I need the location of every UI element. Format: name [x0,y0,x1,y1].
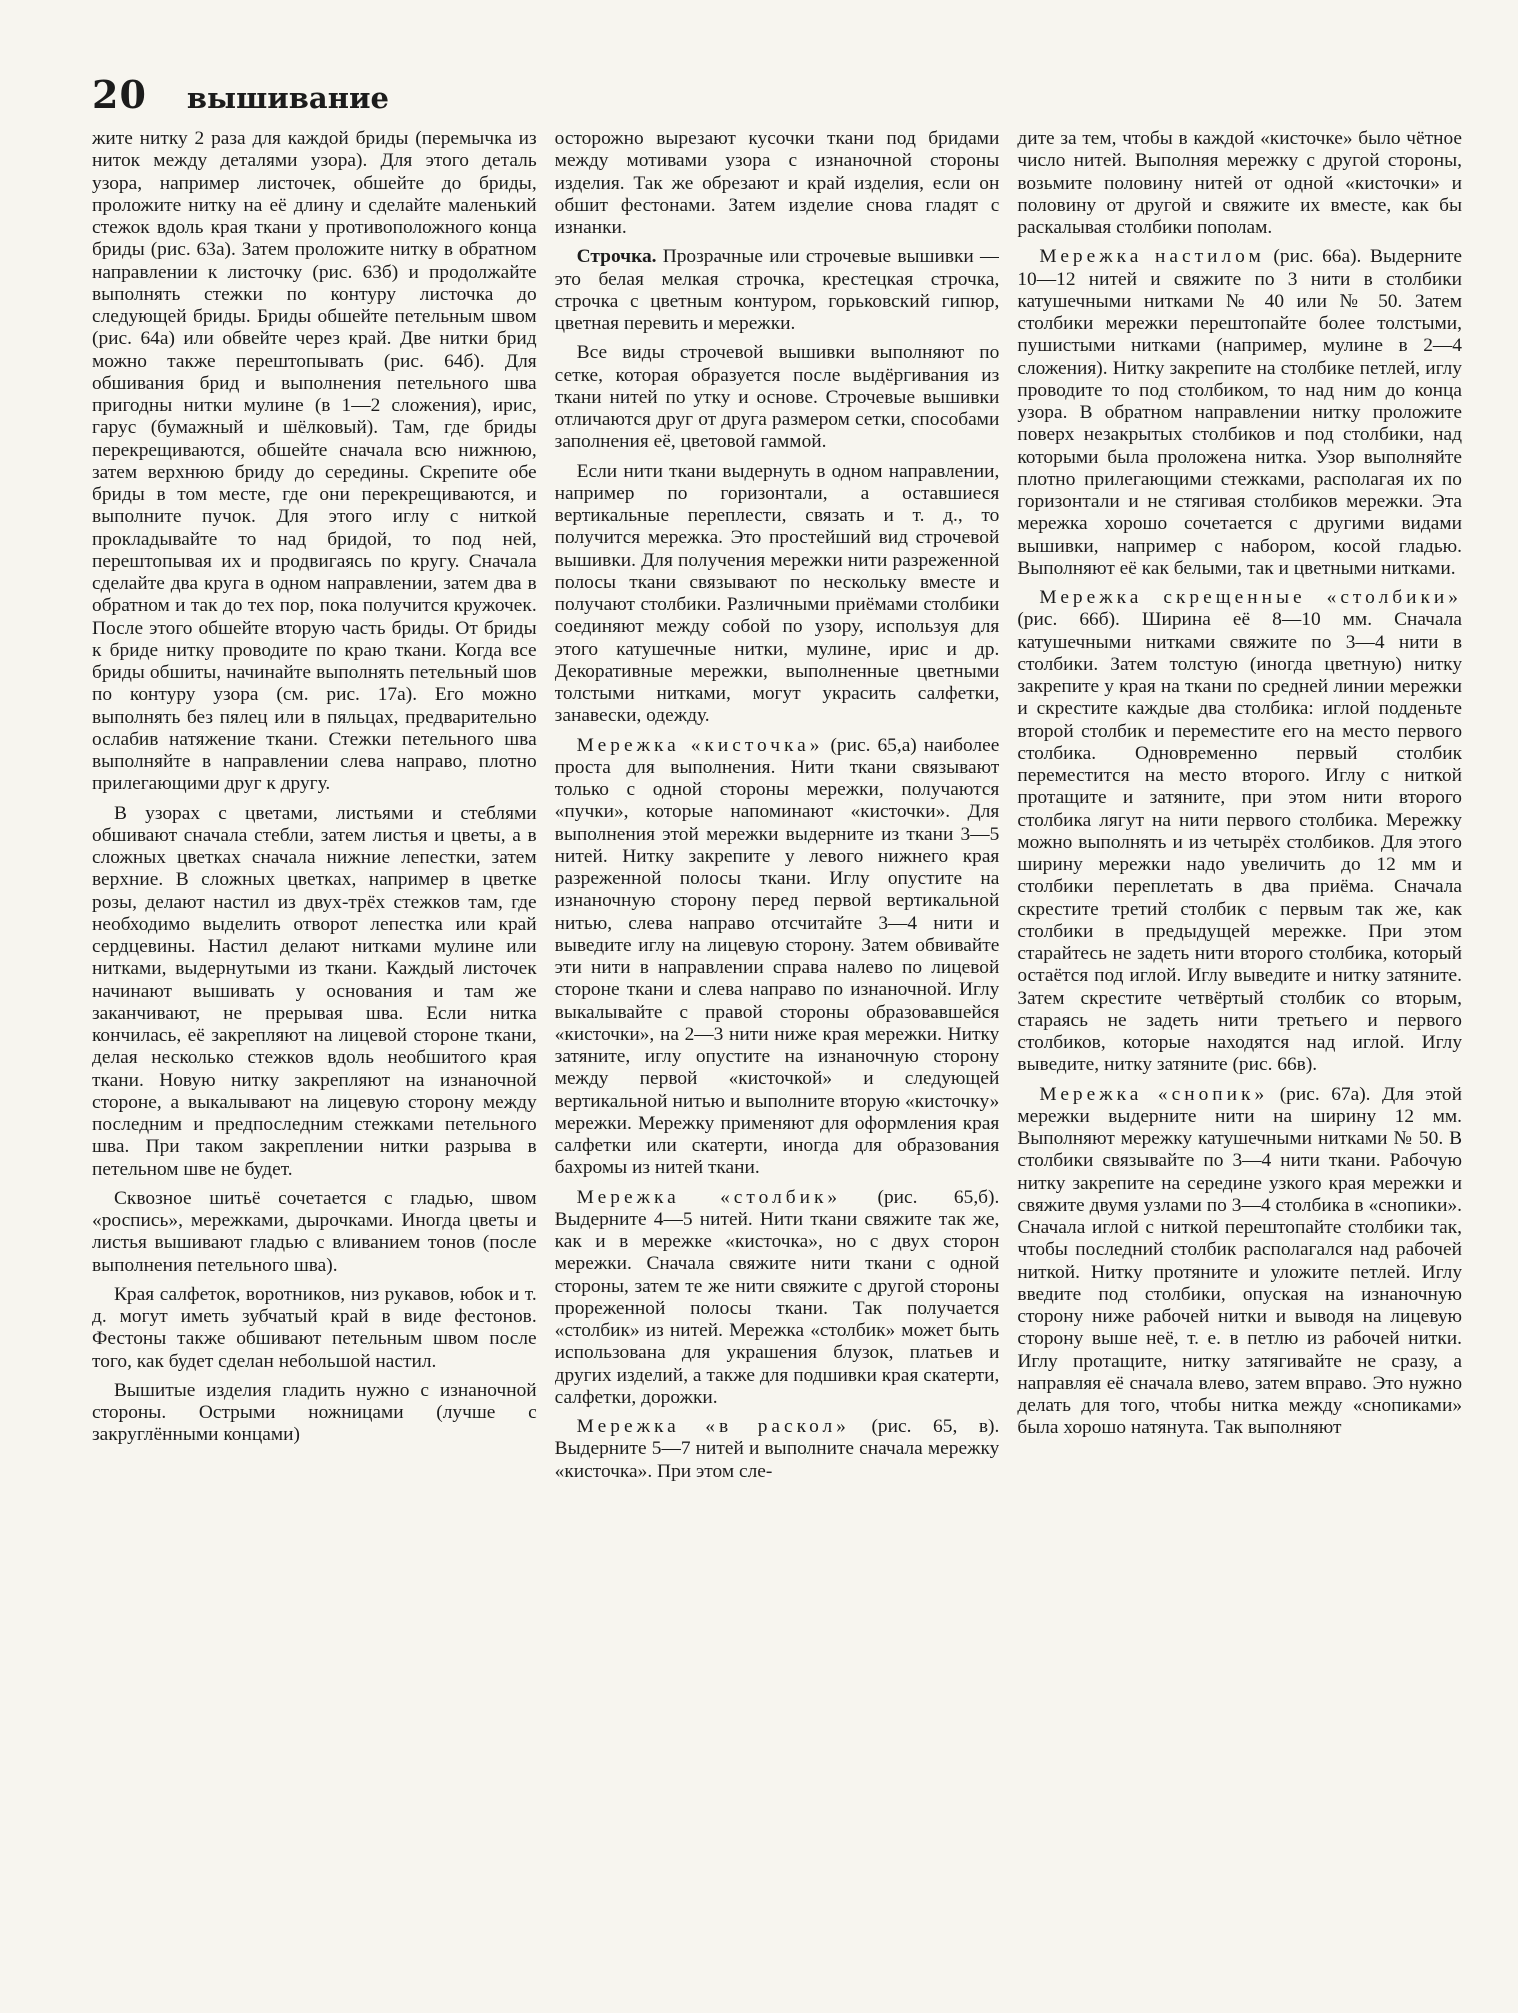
paragraph [1017,128,1462,239]
column-2 [555,128,1000,1988]
paragraph [92,1188,537,1277]
paragraph [1017,246,1462,580]
paragraph-text: (рис. 65,б). Выдерните 4—5 нитей. Нити ткани свяжите так же, как и в мережке «кисточка», но с двух сторон мережки. Сначала свяжите нити ткани с одной стороны, затем те же нити свяжите с другой стороны прореженной полосы ткани. Так получается «столбик» из нитей. Мережка «столбик» может быть использована для украшения блузок, платьев и других изделий, а также для подшивки края скатерти, салфетки, дорожки. [554,1186,1000,1408]
paragraph-text: (рис. 66б). Ширина её 8—10 мм. Сначала катушечными нитками свяжите по 3—4 нити в столбики. Затем толстую (иногда цветную) нитку закрепите у края на ткани по средней линии мережки и скрестите каждые два столбика: иглой подденьте второй столбик и переместите его на место первого столбика. Одновременно первый столбик переместится на место второго. Иглу с ниткой протащите и затяните, при этом нити второго столбика лягут на нити первого столбика. Мережку можно выполнять и из четырёх столбиков. Для этого ширину мережки надо увеличить до 12 мм и столбики переплетать в два приёма. Сначала скрестите третий столбик с первым так же, как столбики в предыдущей мережке. При этом старайтесь не задеть нити второго столбика, который остаётся под иглой. Иглу выведите и нитку затяните. Затем скрестите четвёртый столбик со вторым, стараясь не задеть нити третьего и первого столбиков, которые находятся над иглой. Иглу выведите, нитку затяните (рис. 66в). [1017,609,1462,1076]
paragraph-heading: Строчка. [576,246,657,268]
paragraph [1017,1084,1462,1440]
paragraph-text: осторожно вырезают кусочки ткани под бридами между мотивами узора с изнаночной стороны изделия. Так же обрезают и край изделия, если он обшит фестонами. Затем изделие снова гладят с изнанки. [554,128,1000,238]
column-3 [1017,128,1462,1988]
paragraph-text: (рис. 65,а) наиболее проста для выполнения. Нити ткани связывают только с одной стороны мережки, получаются «пучки», которые напоминают «кисточки». Для выполнения этой мережки выдерните из ткани 3—5 нитей. Нитку закрепите у левого нижнего края разреженной полосы ткани. Иглу опустите на изнаночную сторону перед первой вертикальной нитью, слева направо отсчитайте 3—4 нити и выведите иглу на лицевую сторону. Затем обвивайте эти нити в направлении справа налево по лицевой стороне ткани и слева направо по изнаночной. Иглу выкалывайте с правой стороны образовавшейся «кисточки», на 2—3 нити ниже края мережки. Нитку затяните, иглу опустите на изнаночную сторону между первой «кисточкой» и следующей вертикальной нитью и выполните вторую «кисточку» мережки. Мережку применяют для оформления края салфетки или скатерти, иногда для образования бахромы из нитей ткани. [554,734,1000,1179]
stitch-name: Мережка «столбик» [576,1186,842,1208]
paragraph-text: дите за тем, чтобы в каждой «кисточке» было чётное число нитей. Выполняя мережку с другой стороны, возьмите половину нитей от одной «кисточки» и половину от другой и свяжите их вместе, как бы раскалывая столбики пополам. [1017,128,1462,238]
page-header [92,72,389,117]
stitch-name: Мережка настилом [1039,246,1265,268]
paragraph-text: Вышитые изделия гладить нужно с изнаночной стороны. Острыми ножницами (лучше с закруглёнными концами) [92,1379,537,1446]
paragraph [555,342,1000,453]
stitch-name: Мережка «в раскол» [576,1416,850,1437]
paragraph-text: жите нитку 2 раза для каждой бриды (перемычка из ниток между деталями узора). Для этого деталь узора, например листочек, обшейте до бриды, проложите нитку на её длину и сделайте маленький стежок вдоль края ткани у противоположного конца бриды (рис. 63а). Затем проложите нитку в обратном направлении к листочку (рис. 63б) и продолжайте выполнять стежки по контуру листочка до следующей бриды. Бриды обшейте петельным швом (рис. 64а) или обвейте через край. Две нитки брид можно также перештопывать (рис. 64б). Для обшивания брид и выполнения петельного шва пригодны нитки мулине (в 1—2 сложения), ирис, гарус (бумажный и шёлковый). Там, где бриды перекрещиваются, обшейте сначала всю нижнюю, затем верхнюю бриду до середины. Скрепите обе бриды в том месте, где они перекрещиваются, и выполните пучок. Для этого иглу с ниткой прокладывайте то над бридой, то под ней, перештопывая их и продвигаясь по кругу. Сначала сделайте два круга в одном направлении, затем два в обратном и так до тех пор, пока получится кружочек. После этого обшейте вторую часть бриды. От бриды к бриде нитку проводите по краю ткани. Когда все бриды обшиты, начинайте выполнять петельный шов по контуру узора (см. рис. 17а). Его можно выполнять без пялец или в пяльцах, предварительно ослабив натяжение ткани. Стежки петельного шва выполняйте в направлении слева направо, плотно прилегающими друг к другу. [92,128,537,795]
column-1 [92,128,537,1988]
paragraph-text: (рис. 67а). Для этой мережки выдерните нити на ширину 12 мм. Выполняют мережку катушечными нитками № 50. В столбики связывайте по 3—4 нити ткани. Рабочую нитку закрепите на середине узкого края мережки и свяжите двумя узлами по 3—4 столбика в «снопики». Сначала иглой с ниткой перештопайте столбики так, чтобы последний столбик располагался над рабочей ниткой. Нитку протяните и уложите петлей. Иглу введите под столбики, опуская на изнаночную сторону ниже рабочей нитки и выводя на лицевую сторону выше неё, т. е. в петлю из рабочей нитки. Иглу протащите, нитку затягивайте не сразу, а направляя её сначала влево, затем вправо. Это нужно делать для того, чтобы нитка между «снопиками» была хорошо натянута. Так выполняют [1017,1083,1462,1439]
paragraph [92,803,537,1181]
paragraph [555,128,1000,239]
paragraph [92,1380,537,1447]
paragraph [1017,587,1462,1077]
paragraph-text: Края салфеток, воротников, низ рукавов, юбок и т. д. могут иметь зубчатый край в виде фестонов. Фестоны также обшивают петельным швом после того, как будет сделан небольшой настил. [92,1283,537,1372]
paragraph-text: Сквозное шитьё сочетается с гладью, швом «роспись», мережками, дырочками. Иногда цветы и листья вышивают гладью с вливанием тонов (после выполнения петельного шва). [92,1187,537,1276]
text-columns [92,128,1462,1988]
section-title: вышивание [186,81,389,115]
paragraph [555,461,1000,728]
paragraph-text: Все виды строчевой вышивки выполняют по сетке, которая образуется после выдёргивания из ткани нитей по утку и основе. Строчевые вышивки отличаются друг от друга размером сетки, способами заполнения её, цветовой гаммой. [554,342,1000,453]
paragraph [92,128,537,796]
stitch-name: Мережка «кисточка» [576,734,824,756]
paragraph [555,735,1000,1180]
paragraph-text: (рис. 65, в). Выдерните 5—7 нитей и выполните сначала мережку «кисточка». При этом сле- [554,1416,1000,1482]
paragraph-text: В узорах с цветами, листьями и стеблями обшивают сначала стебли, затем листья и цветы, а в сложных цветках сначала нижние лепестки, затем верхние. В сложных цветках, например в цветке розы, делают настил из двух-трёх стежков там, где необходимо выделить отворот лепестка или край сердцевины. Настил делают нитками мулине или нитками, выдернутыми из ткани. Каждый листочек начинают вышивать у основания и там же заканчивают, не прерывая шва. Если нитка кончилась, её закрепляют на лицевой стороне ткани, делая несколько стежков вдоль необшитого края ткани. Новую нитку закрепляют на изнаночной стороне, а выкалывают на лицевую сторону между последним и предпоследним стежками петельного шва. При таком закреплении нитки разрыва в петельном шве не будет. [92,802,537,1180]
paragraph-text: Прозрачные или строчевые вышивки — это белая мелкая строчка, крестецкая строчка, строчка с цветным контуром, горьковский гипюр, цветная перевить и мережки. [554,246,1000,334]
paragraph [92,1284,537,1373]
paragraph-text: (рис. 66а). Выдерните 10—12 нитей и свяжите по 3 нити в столбики катушечными нитками № 40 или № 50. Затем столбики мережки перештопайте более толстыми, пушистыми нитками (например, мулине в 2—4 сложения). Нитку закрепите на столбике петлей, иглу проводите то под столбиком, то над ним до конца узора. В обратном направлении нитку проложите поверх незакрытых столбиков и под столбики, над которыми была проложена нитка. Узор выполняйте плотно прилегающими стежками, располагая их по горизонтали и не стягивая столбиков мережки. Эта мережка хорошо сочетается с другими видами вышивки, например с набором, косой гладью. Выполняют её как белыми, так и цветными нитками. [1017,246,1462,579]
paragraph [555,1187,1000,1410]
paragraph [555,246,1000,335]
paragraph-text: Если нити ткани выдернуть в одном направлении, например по горизонтали, а оставшиеся вертикальные переплести, связать и т. д., то получится мережка. Это простейший вид строчевой вышивки. Для получения мережки нити разреженной полосы ткани связывают по нескольку вместе и получают столбики. Различными приёмами столбики соединяют между собой по узору, используя для этого катушечные нитки, мулине, ирис и др. Декоративные мережки, выполненные цветными толстыми нитками, могут украсить салфетки, занавески, одежду. [554,460,1000,727]
page-number: 20 [92,72,147,117]
paragraph [555,1416,1000,1483]
stitch-name: Мережка «снопик» [1039,1083,1269,1105]
stitch-name: Мережка скрещенные «столбики» [1039,587,1462,608]
